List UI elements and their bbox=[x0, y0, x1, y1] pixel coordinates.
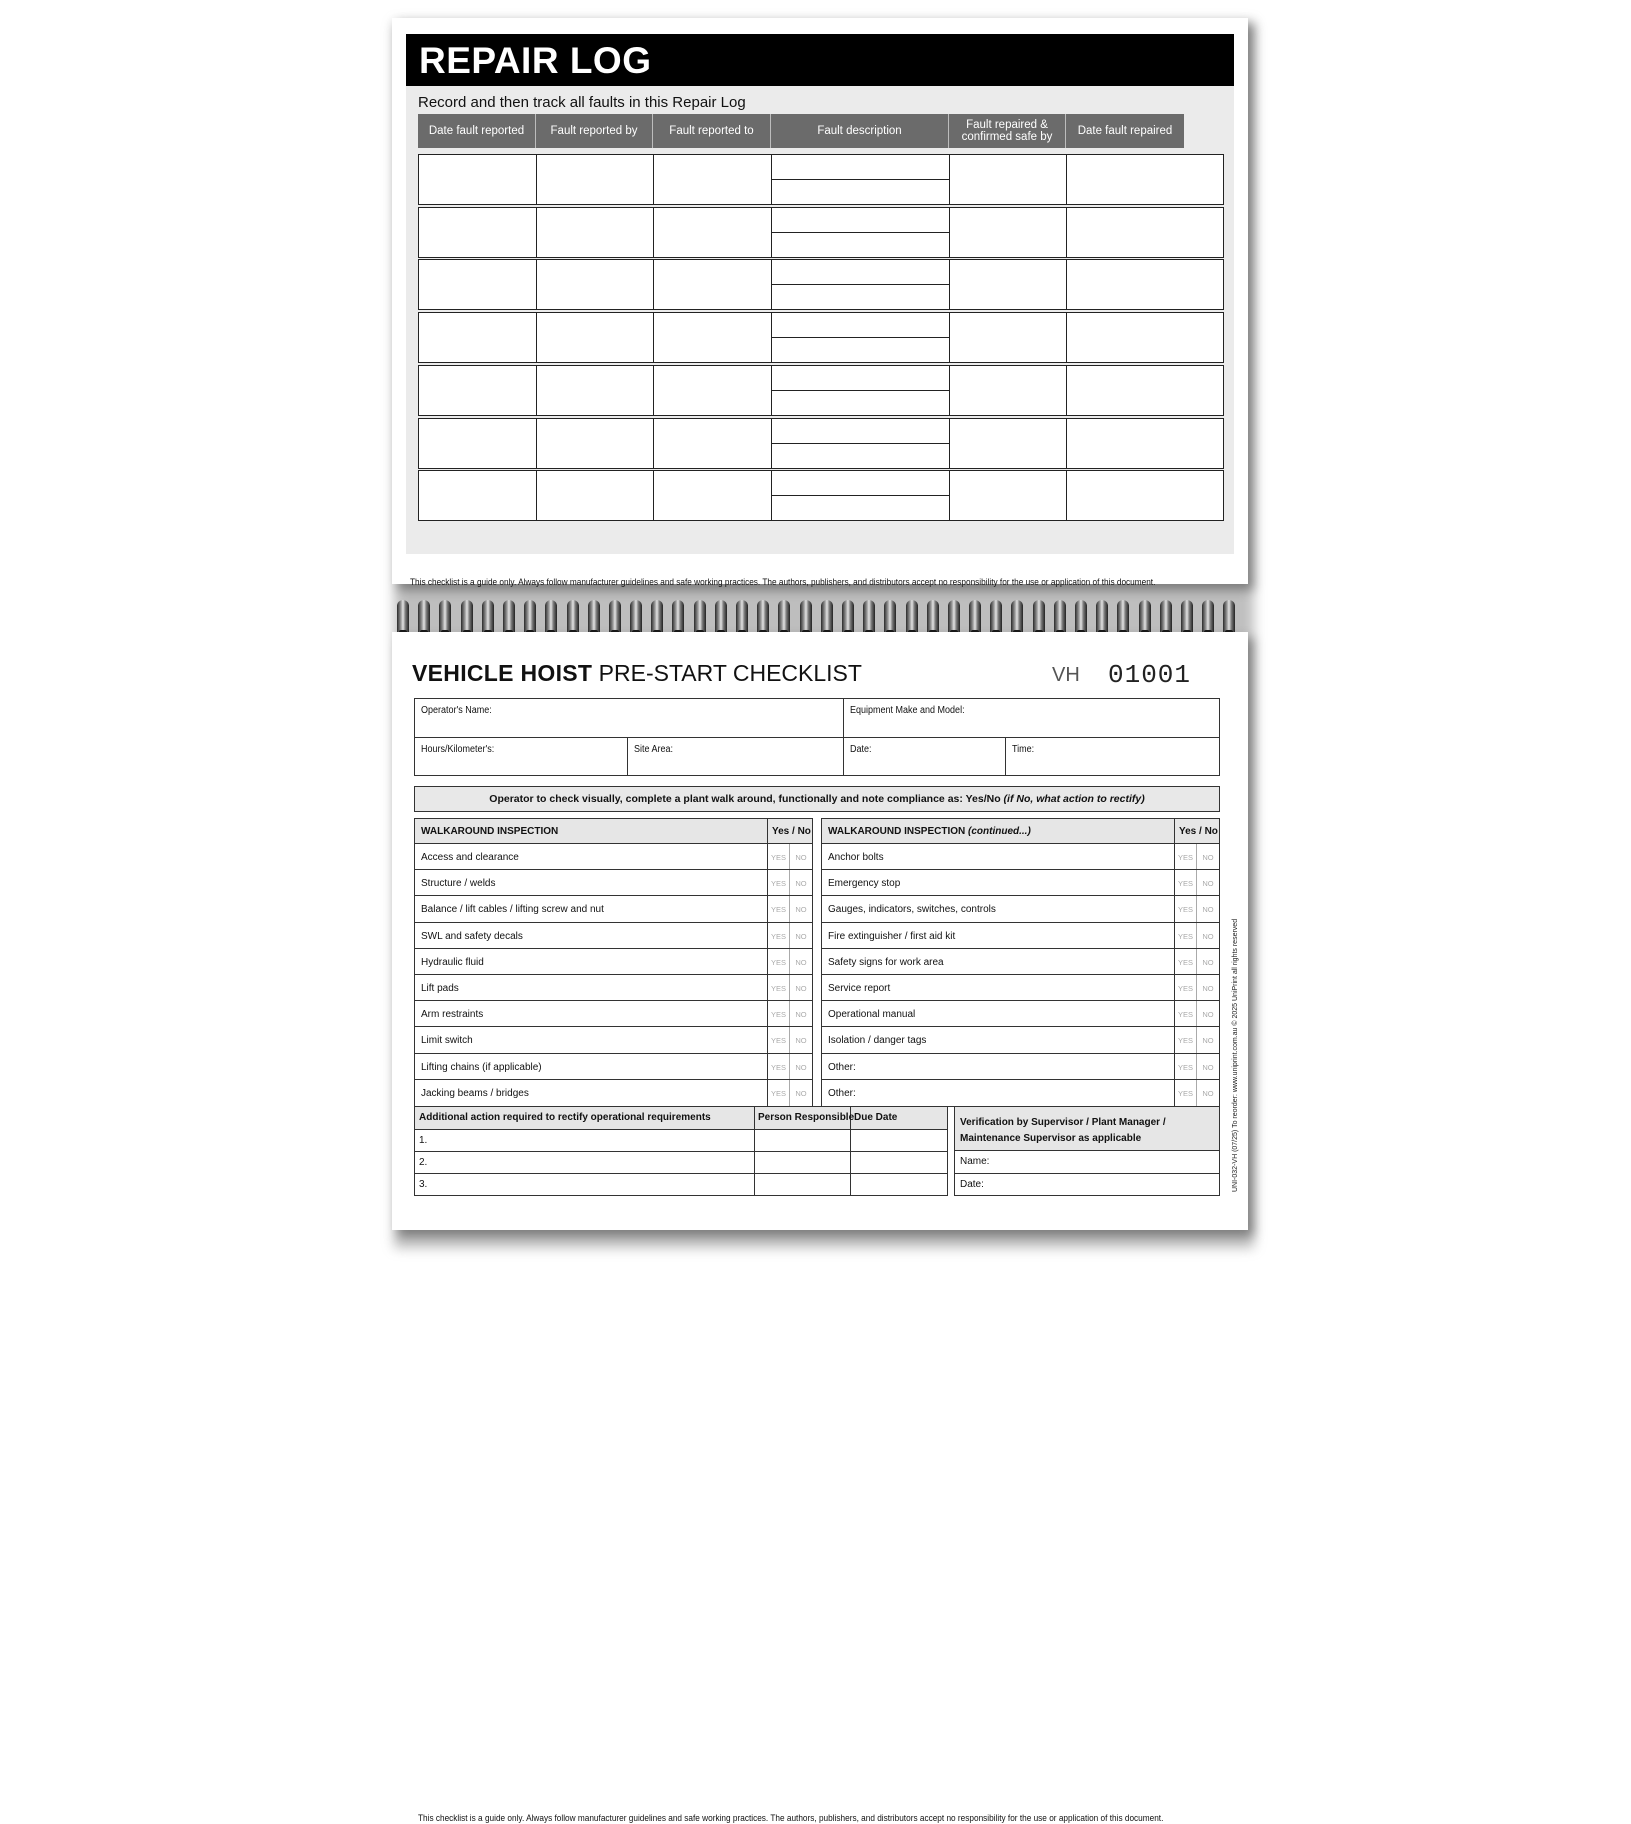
date-field[interactable] bbox=[844, 738, 1006, 775]
inspection-row bbox=[415, 844, 812, 870]
inspection-item-label: Lift pads bbox=[415, 975, 768, 1000]
yes-checkbox[interactable]: YES bbox=[1175, 1001, 1197, 1026]
repair-log-cell[interactable] bbox=[537, 208, 654, 257]
walkaround-heading: WALKAROUND INSPECTION bbox=[415, 819, 768, 843]
repair-log-cell[interactable] bbox=[772, 155, 950, 204]
action-row-number: 2. bbox=[415, 1152, 755, 1173]
equipment-field[interactable] bbox=[844, 699, 1219, 737]
repair-log-cell[interactable] bbox=[950, 260, 1067, 309]
yes-checkbox[interactable]: YES bbox=[1175, 923, 1197, 948]
continued-label: (continued...) bbox=[968, 826, 1031, 837]
inspection-item-label: Anchor bolts bbox=[822, 844, 1175, 869]
repair-log-cell[interactable] bbox=[1067, 419, 1185, 468]
inspection-row bbox=[822, 1027, 1219, 1053]
inspection-row bbox=[415, 1080, 812, 1106]
verification-heading-line2: Maintenance Supervisor as applicable bbox=[960, 1133, 1142, 1144]
yes-checkbox[interactable]: YES bbox=[768, 975, 790, 1000]
operator-name-field[interactable] bbox=[415, 699, 844, 737]
repair-log-cell[interactable] bbox=[654, 471, 772, 520]
repair-log-row[interactable] bbox=[418, 154, 1224, 205]
serial-number: 01001 bbox=[1108, 660, 1192, 690]
yes-no-heading: Yes / No bbox=[1179, 826, 1218, 837]
instruction-main: Operator to check visually, complete a plant walk around, functionally and note compliance as: Yes/No bbox=[489, 793, 1001, 805]
yes-checkbox[interactable]: YES bbox=[1175, 1027, 1197, 1052]
repair-log-cell[interactable] bbox=[537, 155, 654, 204]
repair-log-cell[interactable] bbox=[419, 260, 537, 309]
equipment-label: Equipment Make and Model: bbox=[850, 705, 965, 716]
walkaround-table-left bbox=[414, 818, 813, 1107]
repair-log-cell[interactable] bbox=[950, 419, 1067, 468]
inspection-item-label: SWL and safety decals bbox=[415, 923, 768, 948]
no-checkbox[interactable]: NO bbox=[795, 879, 807, 889]
repair-log-cell[interactable] bbox=[950, 366, 1067, 415]
repair-log-panel bbox=[406, 34, 1234, 554]
yes-checkbox[interactable]: YES bbox=[768, 1080, 790, 1106]
inspection-item-label: Gauges, indicators, switches, controls bbox=[822, 896, 1175, 921]
no-checkbox[interactable]: NO bbox=[795, 1036, 807, 1046]
no-checkbox[interactable]: NO bbox=[1202, 1062, 1214, 1072]
repair-log-subtitle: Record and then track all faults in this Repair Log bbox=[418, 94, 746, 111]
verification-table bbox=[954, 1106, 1220, 1196]
no-checkbox[interactable]: NO bbox=[795, 853, 807, 862]
no-checkbox[interactable]: NO bbox=[795, 905, 807, 915]
inspection-row bbox=[822, 844, 1219, 870]
column-repaired-by: Fault repaired & confirmed safe by bbox=[949, 114, 1066, 148]
repair-log-disclaimer: This checklist is a guide only. Always follow manufacturer guidelines and safe working practices. The authors, publishers, and distributors accept no responsibility for the use or application of this document. bbox=[410, 577, 1156, 588]
yes-checkbox[interactable]: YES bbox=[1175, 844, 1197, 869]
inspection-item-label: Emergency stop bbox=[822, 870, 1175, 895]
repair-log-cell[interactable] bbox=[654, 260, 772, 309]
repair-log-row[interactable] bbox=[418, 418, 1224, 469]
inspection-item-label: Operational manual bbox=[822, 1001, 1175, 1026]
repair-log-cell[interactable] bbox=[1067, 471, 1185, 520]
column-date-reported: Date fault reported bbox=[418, 114, 536, 148]
inspection-item-label: Service report bbox=[822, 975, 1175, 1000]
hours-field[interactable] bbox=[415, 738, 628, 775]
repair-log-cell[interactable] bbox=[654, 208, 772, 257]
date-label: Date: bbox=[850, 744, 872, 755]
repair-log-cell[interactable] bbox=[1067, 313, 1185, 362]
repair-log-cell[interactable] bbox=[772, 366, 950, 415]
repair-log-cell[interactable] bbox=[537, 419, 654, 468]
inspection-item-label: Fire extinguisher / first aid kit bbox=[822, 923, 1175, 948]
inspection-item-label: Balance / lift cables / lifting screw and nut bbox=[415, 896, 768, 921]
yes-checkbox[interactable]: YES bbox=[768, 1001, 790, 1026]
no-checkbox[interactable]: NO bbox=[1202, 983, 1214, 993]
repair-log-row[interactable] bbox=[418, 470, 1224, 521]
verification-heading-line1: Verification by Supervisor / Plant Manager / bbox=[960, 1117, 1166, 1128]
repair-log-cell[interactable] bbox=[537, 313, 654, 362]
yes-checkbox[interactable]: YES bbox=[1175, 1080, 1197, 1106]
no-checkbox[interactable]: NO bbox=[795, 1088, 807, 1098]
repair-log-cell[interactable] bbox=[537, 260, 654, 309]
walkaround-table-right bbox=[821, 818, 1220, 1107]
yes-no-heading: Yes / No bbox=[772, 826, 811, 837]
repair-log-cell[interactable] bbox=[772, 260, 950, 309]
inspection-row bbox=[415, 923, 812, 949]
no-checkbox[interactable]: NO bbox=[1202, 853, 1214, 862]
repair-log-cell[interactable] bbox=[950, 471, 1067, 520]
no-checkbox[interactable]: NO bbox=[795, 983, 807, 993]
inspection-row bbox=[822, 870, 1219, 896]
action-row-number: 3. bbox=[415, 1174, 755, 1195]
repair-log-title-bar bbox=[406, 34, 1234, 86]
time-field[interactable] bbox=[1006, 738, 1219, 775]
repair-log-title: REPAIR LOG bbox=[419, 40, 652, 81]
repair-log-cell[interactable] bbox=[950, 155, 1067, 204]
yes-checkbox[interactable]: YES bbox=[1175, 870, 1197, 895]
side-print-info: UNI-032-VH (07/25) To reorder: www.uniprint.com.au © 2025 UniPrint all rights reserved bbox=[1232, 918, 1239, 1192]
no-checkbox[interactable]: NO bbox=[1202, 1088, 1214, 1098]
inspection-item-label: Limit switch bbox=[415, 1027, 768, 1052]
repair-log-cell[interactable] bbox=[419, 208, 537, 257]
yes-checkbox[interactable]: YES bbox=[768, 870, 790, 895]
repair-log-cell[interactable] bbox=[772, 471, 950, 520]
action-row[interactable] bbox=[415, 1129, 947, 1151]
action-required-heading: Additional action required to rectify operational requirements bbox=[415, 1107, 755, 1129]
instruction-italic: (if No, what action to rectify) bbox=[1003, 793, 1145, 805]
inspection-row bbox=[822, 975, 1219, 1001]
checklist-page bbox=[392, 632, 1248, 1824]
verification-heading bbox=[955, 1107, 1219, 1151]
checklist-disclaimer: This checklist is a guide only. Always follow manufacturer guidelines and safe working practices. The authors, publishers, and distributors accept no responsibility for the use or application of this document. bbox=[418, 1813, 1164, 1824]
due-date-heading: Due Date bbox=[854, 1112, 898, 1123]
inspection-item-label: Access and clearance bbox=[415, 844, 768, 869]
repair-log-cell[interactable] bbox=[654, 155, 772, 204]
repair-log-cell[interactable] bbox=[654, 313, 772, 362]
repair-log-cell[interactable] bbox=[1067, 366, 1185, 415]
instruction-banner bbox=[414, 786, 1220, 812]
repair-log-cell[interactable] bbox=[1067, 208, 1185, 257]
time-label: Time: bbox=[1012, 744, 1035, 755]
inspection-item-label: Lifting chains (if applicable) bbox=[415, 1054, 768, 1079]
repair-log-cell[interactable] bbox=[419, 471, 537, 520]
no-checkbox[interactable]: NO bbox=[1202, 879, 1214, 889]
no-checkbox[interactable]: NO bbox=[795, 931, 807, 941]
site-area-label: Site Area: bbox=[634, 744, 674, 755]
yes-checkbox[interactable]: YES bbox=[1175, 1054, 1197, 1079]
serial-prefix: VH bbox=[1052, 664, 1080, 686]
checklist-title-rest: PRE-START CHECKLIST bbox=[598, 660, 862, 686]
repair-log-cell[interactable] bbox=[1067, 155, 1185, 204]
inspection-item-label: Structure / welds bbox=[415, 870, 768, 895]
no-checkbox[interactable]: NO bbox=[1202, 931, 1214, 941]
repair-log-cell[interactable] bbox=[654, 366, 772, 415]
repair-log-cell[interactable] bbox=[419, 313, 537, 362]
yes-checkbox[interactable]: YES bbox=[768, 949, 790, 974]
inspection-item-label: Arm restraints bbox=[415, 1001, 768, 1026]
inspection-item-label: Jacking beams / bridges bbox=[415, 1080, 768, 1106]
checklist-title bbox=[412, 660, 862, 687]
action-table bbox=[414, 1106, 948, 1196]
inspection-item-label: Other: bbox=[822, 1080, 1175, 1106]
repair-log-cell[interactable] bbox=[537, 471, 654, 520]
no-checkbox[interactable]: NO bbox=[795, 1062, 807, 1072]
no-checkbox[interactable]: NO bbox=[795, 1010, 807, 1020]
repair-log-page bbox=[392, 18, 1248, 588]
hours-label: Hours/Kilometer's: bbox=[421, 744, 495, 755]
person-responsible-heading: Person Responsible bbox=[755, 1107, 851, 1129]
repair-log-cell[interactable] bbox=[950, 208, 1067, 257]
yes-checkbox[interactable]: YES bbox=[768, 1054, 790, 1079]
no-checkbox[interactable]: NO bbox=[1202, 1036, 1214, 1046]
site-area-field[interactable] bbox=[628, 738, 844, 775]
walkaround-continued-heading bbox=[822, 819, 1175, 843]
yes-checkbox[interactable]: YES bbox=[768, 896, 790, 921]
inspection-row bbox=[415, 896, 812, 922]
walkaround-heading-text: WALKAROUND INSPECTION bbox=[828, 826, 966, 837]
repair-log-row[interactable] bbox=[418, 259, 1224, 310]
repair-log-row[interactable] bbox=[418, 312, 1224, 363]
no-checkbox[interactable]: NO bbox=[1202, 905, 1214, 915]
inspection-row bbox=[415, 870, 812, 896]
repair-log-cell[interactable] bbox=[419, 419, 537, 468]
yes-checkbox[interactable]: YES bbox=[768, 1027, 790, 1052]
repair-log-cell[interactable] bbox=[772, 313, 950, 362]
repair-log-cell[interactable] bbox=[772, 419, 950, 468]
action-row[interactable] bbox=[415, 1151, 947, 1173]
verification-date-field[interactable]: Date: bbox=[955, 1173, 1219, 1195]
column-reported-to: Fault reported to bbox=[653, 114, 771, 148]
operator-name-label: Operator's Name: bbox=[421, 705, 492, 716]
column-fault-description: Fault description bbox=[771, 114, 949, 148]
inspection-row bbox=[822, 949, 1219, 975]
no-checkbox[interactable]: NO bbox=[1202, 1010, 1214, 1020]
repair-log-cell[interactable] bbox=[419, 155, 537, 204]
column-reported-by: Fault reported by bbox=[536, 114, 653, 148]
repair-log-cell[interactable] bbox=[654, 419, 772, 468]
repair-log-cell[interactable] bbox=[950, 313, 1067, 362]
yes-checkbox[interactable]: YES bbox=[1175, 949, 1197, 974]
action-row-number: 1. bbox=[415, 1130, 755, 1151]
repair-log-cell[interactable] bbox=[772, 208, 950, 257]
inspection-item-label: Isolation / danger tags bbox=[822, 1027, 1175, 1052]
repair-log-cell[interactable] bbox=[419, 366, 537, 415]
inspection-row bbox=[822, 1054, 1219, 1080]
checklist-title-bold: VEHICLE HOIST bbox=[412, 660, 593, 686]
repair-log-cell[interactable] bbox=[1067, 260, 1185, 309]
inspection-row bbox=[415, 1001, 812, 1027]
inspection-item-label: Hydraulic fluid bbox=[415, 949, 768, 974]
no-checkbox[interactable]: NO bbox=[795, 957, 807, 967]
yes-checkbox[interactable]: YES bbox=[1175, 975, 1197, 1000]
yes-checkbox[interactable]: YES bbox=[1175, 896, 1197, 921]
no-checkbox[interactable]: NO bbox=[1202, 957, 1214, 967]
inspection-row bbox=[822, 1001, 1219, 1027]
inspection-row bbox=[415, 1027, 812, 1053]
repair-log-row[interactable] bbox=[418, 207, 1224, 258]
inspection-row bbox=[822, 896, 1219, 922]
repair-log-cell[interactable] bbox=[537, 366, 654, 415]
inspection-row bbox=[415, 975, 812, 1001]
action-row[interactable] bbox=[415, 1173, 947, 1195]
inspection-item-label: Safety signs for work area bbox=[822, 949, 1175, 974]
inspection-row bbox=[415, 1054, 812, 1080]
inspection-row bbox=[822, 923, 1219, 949]
repair-log-row[interactable] bbox=[418, 365, 1224, 416]
inspection-item-label: Other: bbox=[822, 1054, 1175, 1079]
inspection-row bbox=[822, 1080, 1219, 1106]
yes-checkbox[interactable]: YES bbox=[768, 923, 790, 948]
inspection-row bbox=[415, 949, 812, 975]
yes-checkbox[interactable]: YES bbox=[768, 844, 790, 869]
repair-log-header bbox=[418, 114, 1224, 148]
column-date-repaired: Date fault repaired bbox=[1066, 114, 1184, 148]
verification-name-field[interactable]: Name: bbox=[960, 1156, 990, 1167]
operator-info-table bbox=[414, 698, 1220, 776]
